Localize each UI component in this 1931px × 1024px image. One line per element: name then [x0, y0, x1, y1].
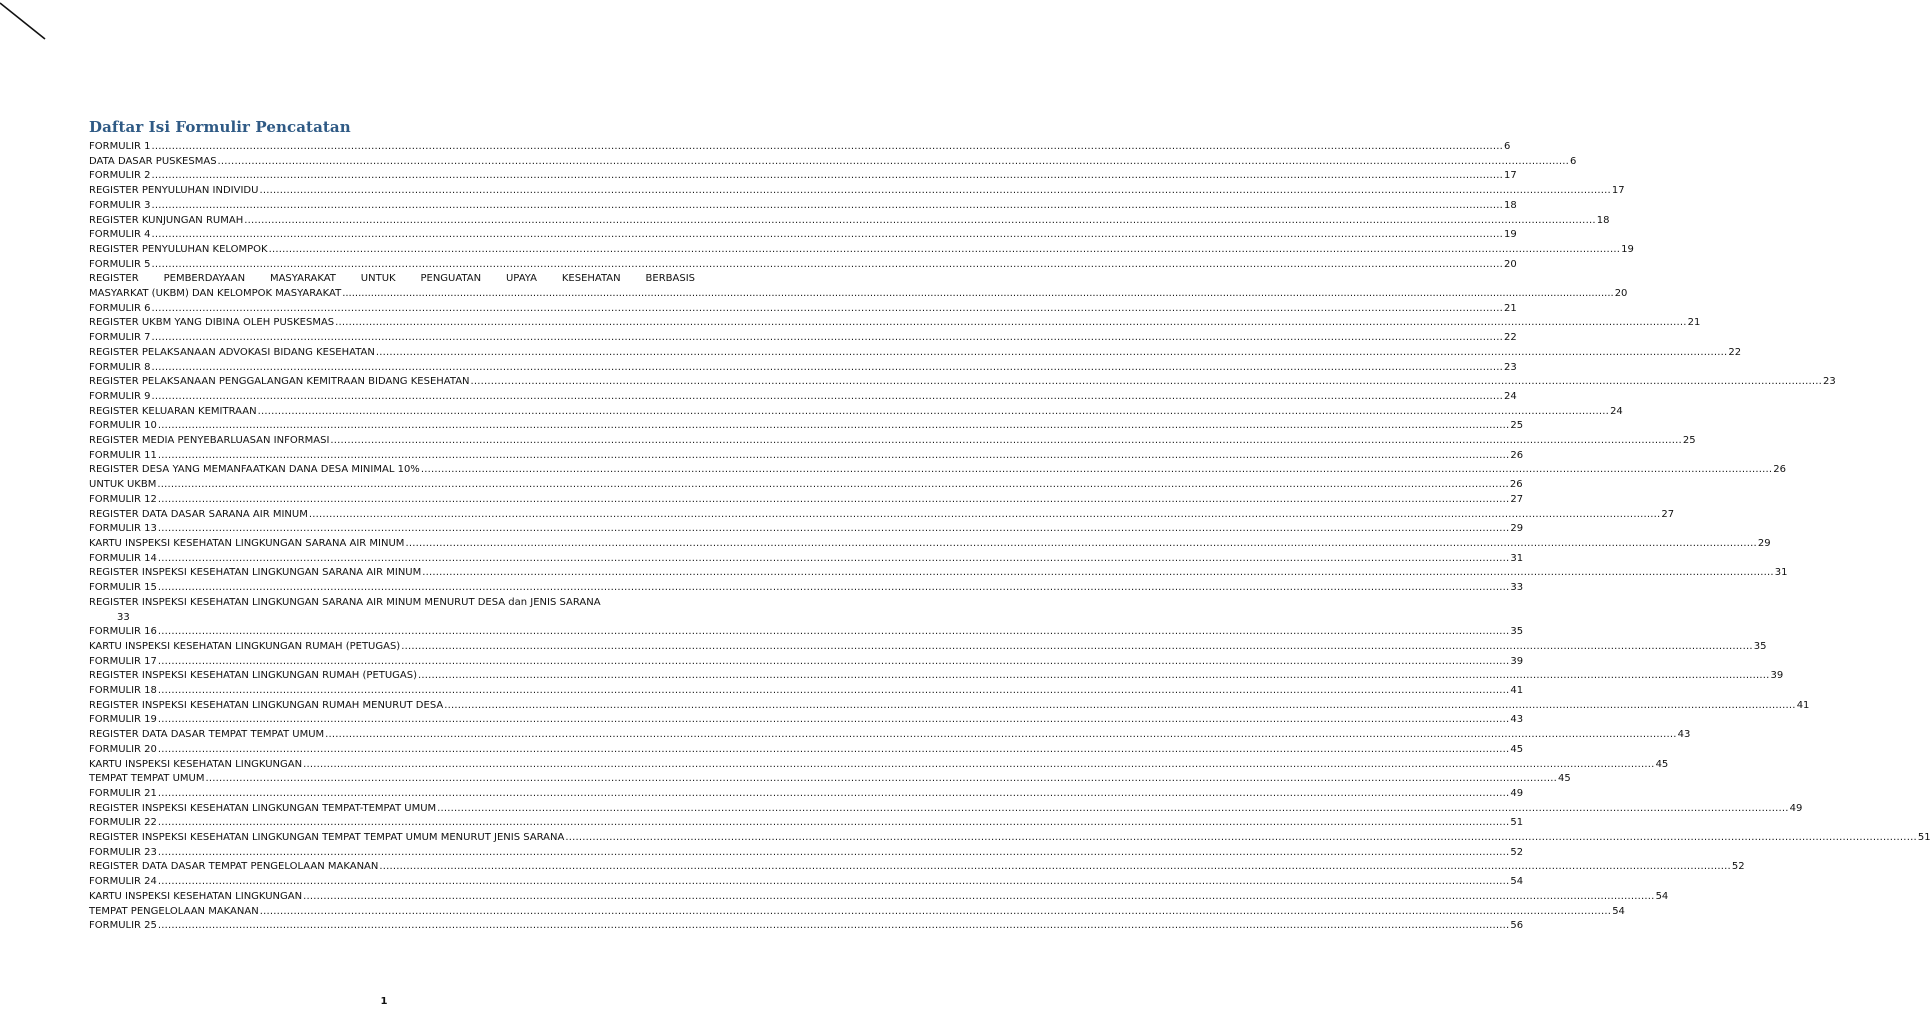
leader-dots: ................................................................................................................................................................................................................................................................................................................................................................................................................ [157, 655, 1510, 667]
page-title: Daftar Isi Formulir Pencatatan [89, 118, 351, 136]
toc-entry[interactable] [89, 684, 1524, 699]
toc-entry[interactable] [89, 552, 1524, 567]
toc-entry[interactable] [89, 831, 1931, 846]
toc-entry-page: 18 [1596, 214, 1610, 226]
toc-entry[interactable] [89, 214, 1610, 229]
leader-dots: ................................................................................................................................................................................................................................................................................................................................................................................................................ [335, 317, 1687, 329]
toc-entry-label: FORMULIR 6 [89, 302, 151, 314]
toc-entry[interactable] [89, 434, 1696, 449]
leader-dots: ................................................................................................................................................................................................................................................................................................................................................................................................................ [157, 920, 1510, 932]
toc-entry-page: 31 [1510, 552, 1524, 564]
toc-entry[interactable] [89, 493, 1524, 508]
toc-entry-page: 33 [117, 611, 130, 623]
toc-entry[interactable] [89, 728, 1691, 743]
toc-entry-label: FORMULIR 19 [89, 714, 157, 726]
toc-entry-label: REGISTER KELUARAN KEMITRAAN [89, 405, 257, 417]
toc-entry-label: REGISTER INSPEKSI KESEHATAN LINGKUNGAN SARANA AIR MINUM [89, 567, 422, 579]
leader-dots: ................................................................................................................................................................................................................................................................................................................................................................................................................ [303, 758, 1655, 770]
toc-entry[interactable] [89, 919, 1524, 934]
toc-entry[interactable] [89, 787, 1524, 802]
toc-entry[interactable] [89, 537, 1771, 552]
leader-dots: ................................................................................................................................................................................................................................................................................................................................................................................................................ [422, 567, 1774, 579]
toc-entry-label: FORMULIR 2 [89, 170, 151, 182]
toc-entry[interactable] [89, 346, 1742, 361]
toc-entry-page: 27 [1661, 508, 1675, 520]
toc-entry-label: TEMPAT TEMPAT UMUM [89, 773, 205, 785]
toc-entry[interactable] [89, 478, 1523, 493]
toc-entry-label: FORMULIR 22 [89, 817, 157, 829]
leader-dots: ................................................................................................................................................................................................................................................................................................................................................................................................................ [375, 346, 1728, 358]
toc-entry-page: 26 [1510, 449, 1524, 461]
toc-entry-label: FORMULIR 4 [89, 229, 151, 241]
leader-dots: ................................................................................................................................................................................................................................................................................................................................................................................................................ [565, 832, 1917, 844]
toc-entry-label: FORMULIR 12 [89, 493, 157, 505]
toc-entry-page: 20 [1504, 258, 1517, 270]
leader-dots: ................................................................................................................................................................................................................................................................................................................................................................................................................ [244, 214, 1596, 226]
toc-entry[interactable] [89, 361, 1517, 376]
toc-entry-page: 6 [1504, 141, 1511, 152]
leader-dots: ................................................................................................................................................................................................................................................................................................................................................................................................................ [151, 141, 1504, 152]
toc-entry-page: 22 [1504, 332, 1517, 344]
toc-entry[interactable] [89, 140, 1511, 155]
toc-entry-page: 21 [1687, 317, 1701, 329]
toc-entry-page: 24 [1610, 405, 1623, 417]
toc-entry[interactable] [89, 596, 695, 625]
toc-entry-page: 29 [1510, 523, 1524, 535]
leader-dots: ................................................................................................................................................................................................................................................................................................................................................................................................................ [157, 493, 1510, 505]
toc-entry-label: FORMULIR 20 [89, 743, 157, 755]
leader-dots: ................................................................................................................................................................................................................................................................................................................................................................................................................ [303, 890, 1655, 902]
leader-dots: ................................................................................................................................................................................................................................................................................................................................................................................................................ [470, 376, 1822, 388]
toc-entry-label: REGISTER DESA YANG MEMANFAATKAN DANA DESA MINIMAL 10% [89, 464, 420, 476]
toc-entry-page: 43 [1510, 714, 1524, 726]
toc-entry-page: 17 [1611, 185, 1625, 197]
toc-entry-label: FORMULIR 15 [89, 582, 157, 594]
toc-entry-page: 26 [1509, 479, 1523, 491]
leader-dots: ................................................................................................................................................................................................................................................................................................................................................................................................................ [437, 802, 1789, 814]
toc-entry-page: 18 [1504, 199, 1517, 211]
toc-entry-page: 51 [1510, 817, 1524, 829]
toc-entry[interactable] [89, 713, 1524, 728]
leader-dots: ................................................................................................................................................................................................................................................................................................................................................................................................................ [401, 640, 1753, 652]
toc-entry-label: REGISTER UKBM YANG DIBINA OLEH PUSKESMAS [89, 317, 335, 329]
toc-entry-label: REGISTER INSPEKSI KESEHATAN LINGKUNGAN RUMAH MENURUT DESA [89, 699, 444, 711]
toc-entry-page: 56 [1510, 920, 1524, 932]
toc-entry-label: FORMULIR 24 [89, 876, 157, 888]
toc-entry-page: 19 [1621, 243, 1634, 255]
toc-entry-page: 54 [1655, 890, 1669, 902]
toc-entry-page: 33 [1510, 582, 1524, 594]
leader-dots: ................................................................................................................................................................................................................................................................................................................................................................................................................ [151, 170, 1504, 182]
toc-entry[interactable] [89, 449, 1524, 464]
toc-entry-label: KARTU INSPEKSI KESEHATAN LINGKUNGAN RUMAH (PETUGAS) [89, 640, 401, 652]
toc-entry-label: FORMULIR 17 [89, 655, 157, 667]
toc-entry[interactable] [89, 184, 1625, 199]
toc-entry-page: 25 [1682, 435, 1696, 447]
leader-dots: ................................................................................................................................................................................................................................................................................................................................................................................................................ [151, 229, 1504, 241]
toc-entry-page: 31 [1774, 567, 1788, 579]
corner-line-decoration [0, 0, 60, 50]
toc-entry-label: UNTUK UKBM [89, 479, 157, 491]
leader-dots: ................................................................................................................................................................................................................................................................................................................................................................................................................ [157, 420, 1510, 432]
toc-entry-page: 22 [1728, 346, 1742, 358]
leader-dots: ................................................................................................................................................................................................................................................................................................................................................................................................................ [157, 846, 1510, 858]
toc-entry[interactable] [89, 669, 1784, 684]
toc-entry-page: 54 [1510, 876, 1524, 888]
toc-entry-label: FORMULIR 18 [89, 685, 157, 697]
toc-entry-label: REGISTER INSPEKSI KESEHATAN LINGKUNGAN TEMPAT-TEMPAT UMUM [89, 802, 437, 814]
toc-entry-label: FORMULIR 1 [89, 141, 151, 152]
toc-entry-page: 23 [1504, 361, 1517, 373]
toc-entry-label: KARTU INSPEKSI KESEHATAN LINGKUNGAN SARANA AIR MINUM [89, 537, 405, 549]
toc-entry-label: FORMULIR 9 [89, 390, 151, 402]
toc-entry-label: REGISTER PEMBERDAYAAN MASYARAKAT UNTUK PENGUATAN UPAYA KESEHATAN BERBASIS [89, 273, 695, 285]
toc-entry-label: TEMPAT PENGELOLAAN MAKANAN [89, 905, 259, 917]
leader-dots: ................................................................................................................................................................................................................................................................................................................................................................................................................ [151, 390, 1504, 402]
toc-entry[interactable] [89, 155, 1577, 170]
leader-dots: ................................................................................................................................................................................................................................................................................................................................................................................................................ [259, 905, 1612, 917]
leader-dots: ................................................................................................................................................................................................................................................................................................................................................................................................................ [157, 582, 1510, 594]
leader-dots: ................................................................................................................................................................................................................................................................................................................................................................................................................ [157, 685, 1510, 697]
toc-entry-page: 49 [1510, 787, 1524, 799]
leader-dots: ................................................................................................................................................................................................................................................................................................................................................................................................................ [157, 714, 1510, 726]
leader-dots: ................................................................................................................................................................................................................................................................................................................................................................................................................ [157, 552, 1510, 564]
toc-entry[interactable] [89, 228, 1517, 243]
toc-entry-page: 54 [1612, 905, 1625, 917]
toc-entry-page: 45 [1557, 773, 1571, 785]
toc-entry[interactable] [89, 699, 1810, 714]
toc-entry-label: FORMULIR 25 [89, 920, 157, 932]
toc-entry-label: REGISTER PELAKSANAAN ADVOKASI BIDANG KESEHATAN [89, 346, 375, 358]
toc-entry[interactable] [89, 390, 1517, 405]
toc-entry-label: FORMULIR 11 [89, 449, 157, 461]
toc-entry-page: 25 [1510, 420, 1524, 432]
leader-dots: ................................................................................................................................................................................................................................................................................................................................................................................................................ [405, 537, 1757, 549]
toc-entry[interactable] [89, 875, 1524, 890]
toc-entry[interactable] [89, 243, 1634, 258]
toc-entry[interactable] [89, 846, 1524, 861]
leader-dots: ................................................................................................................................................................................................................................................................................................................................................................................................................ [157, 817, 1510, 829]
toc-entry[interactable] [89, 419, 1524, 434]
toc-entry-page: 20 [1614, 288, 1628, 300]
toc-entry[interactable] [89, 508, 1675, 523]
toc-entry-label: FORMULIR 10 [89, 420, 157, 432]
toc-entry[interactable] [89, 772, 1571, 787]
toc-entry-page: 6 [1570, 155, 1577, 167]
toc-entry-label: REGISTER DATA DASAR TEMPAT TEMPAT UMUM [89, 729, 325, 741]
toc-entry-page: 52 [1510, 846, 1524, 858]
toc-entry[interactable] [89, 581, 1524, 596]
toc-entry-page: 21 [1504, 302, 1517, 314]
leader-dots: ................................................................................................................................................................................................................................................................................................................................................................................................................ [257, 405, 1610, 417]
toc-entry-page: 52 [1731, 861, 1745, 873]
toc-entry[interactable] [89, 302, 1517, 317]
toc-entry[interactable] [89, 625, 1524, 640]
leader-dots: ................................................................................................................................................................................................................................................................................................................................................................................................................ [330, 435, 1682, 447]
toc-entry[interactable] [89, 860, 1745, 875]
leader-dots: ................................................................................................................................................................................................................................................................................................................................................................................................................ [379, 861, 1731, 873]
leader-dots: ................................................................................................................................................................................................................................................................................................................................................................................................................ [157, 787, 1510, 799]
toc-entry-label: FORMULIR 13 [89, 523, 157, 535]
toc-entry-label: KARTU INSPEKSI KESEHATAN LINGKUNGAN [89, 890, 303, 902]
leader-dots: ................................................................................................................................................................................................................................................................................................................................................................................................................ [151, 332, 1504, 344]
toc-entry-page: 51 [1917, 832, 1931, 844]
toc-entry-label: REGISTER PENYULUHAN KELOMPOK [89, 243, 268, 255]
toc-entry[interactable] [89, 463, 1787, 478]
toc-entry-label: REGISTER PELAKSANAAN PENGGALANGAN KEMITRAAN BIDANG KESEHATAN [89, 376, 470, 388]
toc-entry-page: 41 [1510, 685, 1524, 697]
leader-dots: ................................................................................................................................................................................................................................................................................................................................................................................................................ [342, 288, 1614, 300]
leader-dots: ................................................................................................................................................................................................................................................................................................................................................................................................................ [151, 302, 1504, 314]
toc-entry[interactable] [89, 272, 1628, 301]
leader-dots: ................................................................................................................................................................................................................................................................................................................................................................................................................ [151, 361, 1504, 373]
toc-entry-label: FORMULIR 8 [89, 361, 151, 373]
leader-dots: ................................................................................................................................................................................................................................................................................................................................................................................................................ [268, 243, 1621, 255]
toc-entry-page: 41 [1796, 699, 1810, 711]
leader-dots: ................................................................................................................................................................................................................................................................................................................................................................................................................ [308, 508, 1661, 520]
toc-entry-page: 35 [1510, 626, 1524, 638]
toc-entry-label: REGISTER INSPEKSI KESEHATAN LINGKUNGAN TEMPAT TEMPAT UMUM MENURUT JENIS SARANA [89, 832, 565, 844]
toc-entry[interactable] [89, 905, 1625, 920]
toc-entry-page: 43 [1677, 729, 1691, 741]
toc-entry[interactable] [89, 258, 1517, 273]
leader-dots: ................................................................................................................................................................................................................................................................................................................................................................................................................ [444, 699, 1796, 711]
leader-dots: ................................................................................................................................................................................................................................................................................................................................................................................................................ [205, 773, 1557, 785]
toc-entry-page: 39 [1510, 655, 1524, 667]
toc-entry-label: FORMULIR 7 [89, 332, 151, 344]
toc-entry-label: FORMULIR 3 [89, 199, 151, 211]
toc-entry-label: REGISTER DATA DASAR TEMPAT PENGELOLAAN MAKANAN [89, 861, 379, 873]
toc-entry-page: 35 [1753, 640, 1767, 652]
toc-entry-label: REGISTER INSPEKSI KESEHATAN LINGKUNGAN RUMAH (PETUGAS) [89, 670, 418, 682]
toc-entry-page: 49 [1789, 802, 1803, 814]
toc-entry[interactable] [89, 316, 1701, 331]
leader-dots: ................................................................................................................................................................................................................................................................................................................................................................................................................ [151, 258, 1504, 270]
toc-entry[interactable] [89, 331, 1517, 346]
toc-entry-page: 24 [1504, 390, 1517, 402]
toc-entry[interactable] [89, 758, 1669, 773]
toc-entry-page: 45 [1510, 743, 1524, 755]
toc-entry[interactable] [89, 743, 1524, 758]
toc-entry[interactable] [89, 655, 1524, 670]
toc-entry-label: KARTU INSPEKSI KESEHATAN LINGKUNGAN [89, 758, 303, 770]
toc-entry-label: MASYARKAT (UKBM) DAN KELOMPOK MASYARAKAT [89, 288, 342, 300]
toc-entry-page: 26 [1773, 464, 1787, 476]
toc-entry-label: REGISTER INSPEKSI KESEHATAN LINGKUNGAN SARANA AIR MINUM MENURUT DESA dan JENIS SARANA [89, 596, 601, 608]
toc-entry[interactable] [89, 522, 1524, 537]
leader-dots: ................................................................................................................................................................................................................................................................................................................................................................................................................ [157, 876, 1510, 888]
toc-entry-page: 27 [1510, 493, 1524, 505]
toc-entry-label: FORMULIR 14 [89, 552, 157, 564]
toc-entry[interactable] [89, 375, 1836, 390]
toc-entry-label: REGISTER DATA DASAR SARANA AIR MINUM [89, 508, 308, 520]
leader-dots: ................................................................................................................................................................................................................................................................................................................................................................................................................ [259, 185, 1611, 197]
toc-entry-label: REGISTER PENYULUHAN INDIVIDU [89, 185, 259, 197]
leader-dots: ................................................................................................................................................................................................................................................................................................................................................................................................................ [157, 523, 1510, 535]
toc-entry-page: 17 [1504, 170, 1517, 182]
toc-entry-label: FORMULIR 23 [89, 846, 157, 858]
leader-dots: ................................................................................................................................................................................................................................................................................................................................................................................................................ [157, 626, 1510, 638]
toc-entry[interactable] [89, 816, 1524, 831]
leader-dots: ................................................................................................................................................................................................................................................................................................................................................................................................................ [418, 670, 1770, 682]
toc-entry-label: REGISTER KUNJUNGAN RUMAH [89, 214, 244, 226]
toc-entry-label: DATA DASAR PUSKESMAS [89, 155, 217, 167]
toc-entry-page: 19 [1504, 229, 1517, 241]
toc-entry[interactable] [89, 802, 1803, 817]
toc-entry-label: FORMULIR 21 [89, 787, 157, 799]
leader-dots: ................................................................................................................................................................................................................................................................................................................................................................................................................ [217, 155, 1570, 167]
toc-entry[interactable] [89, 169, 1517, 184]
toc-entry[interactable] [89, 640, 1767, 655]
leader-dots: ................................................................................................................................................................................................................................................................................................................................................................................................................ [157, 479, 1509, 491]
leader-dots: ................................................................................................................................................................................................................................................................................................................................................................................................................ [151, 199, 1504, 211]
table-of-contents [89, 140, 1931, 934]
leader-dots: ................................................................................................................................................................................................................................................................................................................................................................................................................ [325, 729, 1677, 741]
page-number: 1 [380, 996, 388, 1007]
toc-entry[interactable] [89, 890, 1669, 905]
toc-entry-page: 29 [1757, 537, 1771, 549]
toc-entry[interactable] [89, 405, 1623, 420]
leader-dots: ................................................................................................................................................................................................................................................................................................................................................................................................................ [157, 743, 1510, 755]
toc-entry[interactable] [89, 566, 1788, 581]
toc-entry-page: 39 [1770, 670, 1784, 682]
toc-entry-page: 23 [1823, 376, 1836, 388]
toc-entry-label: FORMULIR 16 [89, 626, 157, 638]
toc-entry[interactable] [89, 199, 1517, 214]
toc-entry-label: FORMULIR 5 [89, 258, 151, 270]
leader-dots: ................................................................................................................................................................................................................................................................................................................................................................................................................ [420, 464, 1773, 476]
toc-entry-label: REGISTER MEDIA PENYEBARLUASAN INFORMASI [89, 435, 330, 447]
leader-dots: ................................................................................................................................................................................................................................................................................................................................................................................................................ [157, 449, 1510, 461]
toc-entry-page: 45 [1655, 758, 1669, 770]
